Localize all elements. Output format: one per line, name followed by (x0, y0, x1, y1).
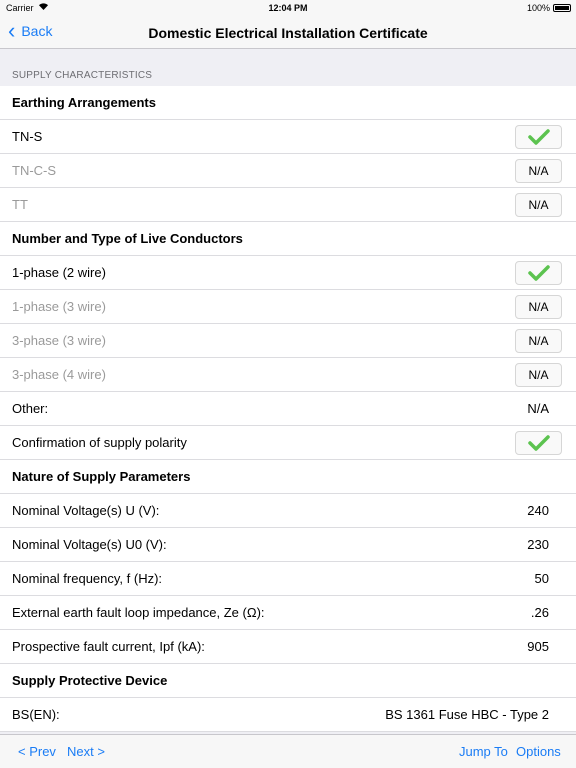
row-value: 905 (527, 639, 549, 654)
carrier-label: Carrier (6, 3, 34, 13)
section-header: SUPPLY CHARACTERISTICS (12, 70, 153, 81)
group-header (0, 460, 576, 494)
form-row[interactable] (0, 562, 576, 596)
row-label: Other: (12, 401, 49, 416)
form-row[interactable] (0, 154, 576, 188)
battery-icon (553, 4, 571, 12)
form-row[interactable] (0, 188, 576, 222)
checkmark-icon (528, 265, 550, 281)
navigation-bar (0, 16, 576, 49)
form-row[interactable] (0, 120, 576, 154)
form-row[interactable] (0, 630, 576, 664)
prev-button[interactable]: < Prev (18, 744, 56, 759)
row-label: BS(EN): (12, 707, 60, 722)
form-row[interactable] (0, 596, 576, 630)
group-header (0, 222, 576, 256)
group-header (0, 86, 576, 120)
row-label: 1-phase (3 wire) (12, 299, 106, 314)
row-label: Nominal Voltage(s) U0 (V): (12, 537, 167, 552)
status-bar (0, 0, 576, 16)
bottom-toolbar (0, 734, 576, 768)
row-label: Prospective fault current, Ipf (kA): (12, 639, 205, 654)
row-label: 1-phase (2 wire) (12, 265, 106, 280)
form-row[interactable] (0, 392, 576, 426)
row-label: External earth fault loop impedance, Ze (Ω): (12, 605, 265, 620)
group-title: Number and Type of Live Conductors (12, 231, 243, 246)
status-time: 12:04 PM (268, 3, 308, 13)
jump-to-button[interactable]: Jump To (459, 744, 508, 759)
check-toggle-on[interactable] (515, 125, 562, 149)
row-label: Confirmation of supply polarity (12, 435, 187, 450)
form-row[interactable] (0, 494, 576, 528)
form-row[interactable] (0, 358, 576, 392)
form-row[interactable] (0, 324, 576, 358)
group-title: Earthing Arrangements (12, 95, 156, 110)
row-value: N/A (527, 401, 549, 416)
battery-percent: 100% (526, 3, 550, 13)
check-toggle-on[interactable] (515, 431, 562, 455)
next-button[interactable]: Next > (67, 744, 105, 759)
row-label: Nominal Voltage(s) U (V): (12, 503, 160, 518)
row-label: TT (12, 197, 28, 212)
row-label: 3-phase (3 wire) (12, 333, 106, 348)
row-value: 240 (527, 503, 549, 518)
row-value: BS 1361 Fuse HBC - Type 2 (385, 707, 549, 722)
form-row[interactable] (0, 698, 576, 732)
group-header (0, 664, 576, 698)
check-toggle-on[interactable] (515, 261, 562, 285)
group-title: Supply Protective Device (12, 673, 168, 688)
page-title: Domestic Electrical Installation Certificate (148, 25, 428, 41)
na-toggle[interactable]: N/A (515, 329, 562, 353)
group-title: Nature of Supply Parameters (12, 469, 191, 484)
row-label: TN-S (12, 129, 43, 144)
row-value: 50 (534, 571, 549, 586)
na-toggle[interactable]: N/A (515, 363, 562, 387)
form-list (0, 86, 576, 732)
na-toggle[interactable]: N/A (515, 193, 562, 217)
na-toggle[interactable]: N/A (515, 295, 562, 319)
checkmark-icon (528, 129, 550, 145)
checkmark-icon (528, 435, 550, 451)
row-value: 230 (527, 537, 549, 552)
form-row[interactable] (0, 528, 576, 562)
row-label: TN-C-S (12, 163, 57, 178)
form-row[interactable] (0, 256, 576, 290)
form-row[interactable] (0, 426, 576, 460)
form-row[interactable] (0, 290, 576, 324)
options-button[interactable]: Options (516, 744, 561, 759)
chevron-left-icon: ‹ (8, 18, 16, 43)
row-value: .26 (530, 605, 549, 620)
na-toggle[interactable]: N/A (515, 159, 562, 183)
row-label: 3-phase (4 wire) (12, 367, 106, 382)
back-label: Back (21, 23, 53, 39)
row-label: Nominal frequency, f (Hz): (12, 571, 163, 586)
